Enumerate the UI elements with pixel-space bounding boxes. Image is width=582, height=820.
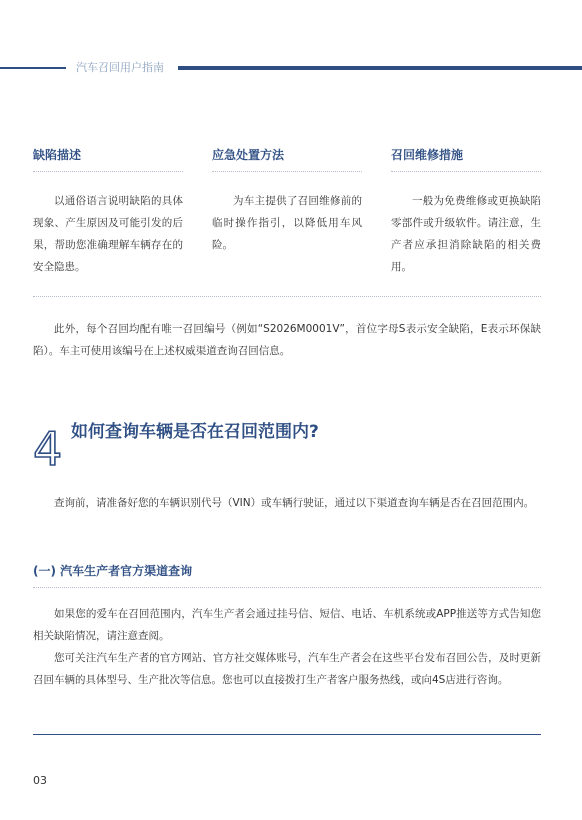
footer-rule	[33, 734, 541, 735]
section-intro: 查询前，请准备好您的车辆识别代号（VIN）或车辆行驶证，通过以下渠道查询车辆是否在召回范围内。	[54, 497, 535, 509]
subsection-paragraph: 您可关注汽车生产者的官方网站、官方社交媒体账号，汽车生产者会在这些平台发布召回公告，及时更新召回车辆的具体型号、生产批次等信息。您也可以直接拨打生产者客户服务热线，或向4S店进行咨询。	[33, 652, 541, 686]
subsection-title: (一) 汽车生产者官方渠道查询	[33, 564, 193, 578]
page-number: 03	[33, 774, 47, 787]
subsection-divider	[33, 587, 541, 588]
column-title: 召回维修措施	[391, 148, 464, 162]
column-defect-description	[33, 146, 183, 278]
header-rule-left	[0, 67, 66, 69]
section-divider	[33, 296, 541, 297]
section-number: 4	[33, 422, 63, 476]
column-body: 为车主提供了召回维修前的临时操作指引，以降低用车风险。	[212, 195, 362, 251]
column-body: 以通俗语言说明缺陷的具体现象、产生原因及可能引发的后果，帮助您准确理解车辆存在的安全隐患。	[33, 195, 183, 273]
header-rule-right	[178, 66, 582, 70]
page-header	[0, 60, 582, 76]
column-body: 一般为免费维修或更换缺陷零部件或升级软件。请注意，生产者应承担消除缺陷的相关费用。	[391, 195, 541, 273]
column-recall-repair-measures	[391, 146, 541, 278]
subsection-paragraph: 如果您的爱车在召回范围内，汽车生产者会通过挂号信、短信、电话、车机系统或APP推送等方式告知您相关缺陷情况，请注意查阅。	[33, 608, 541, 642]
column-divider	[33, 171, 183, 172]
recall-code-paragraph: 此外，每个召回均配有唯一召回编号（例如“S2026M0001V”，首位字母S表示安全缺陷，E表示环保缺陷）。车主可使用该编号在上述权威渠道查询召回信息。	[33, 323, 541, 357]
column-divider	[212, 171, 362, 172]
column-title: 应急处置方法	[212, 148, 285, 162]
column-emergency-handling	[212, 146, 362, 256]
column-divider	[391, 171, 541, 172]
header-title: 汽车召回用户指南	[76, 61, 164, 74]
section-title: 如何查询车辆是否在召回范围内?	[71, 422, 319, 442]
column-title: 缺陷描述	[33, 148, 82, 162]
